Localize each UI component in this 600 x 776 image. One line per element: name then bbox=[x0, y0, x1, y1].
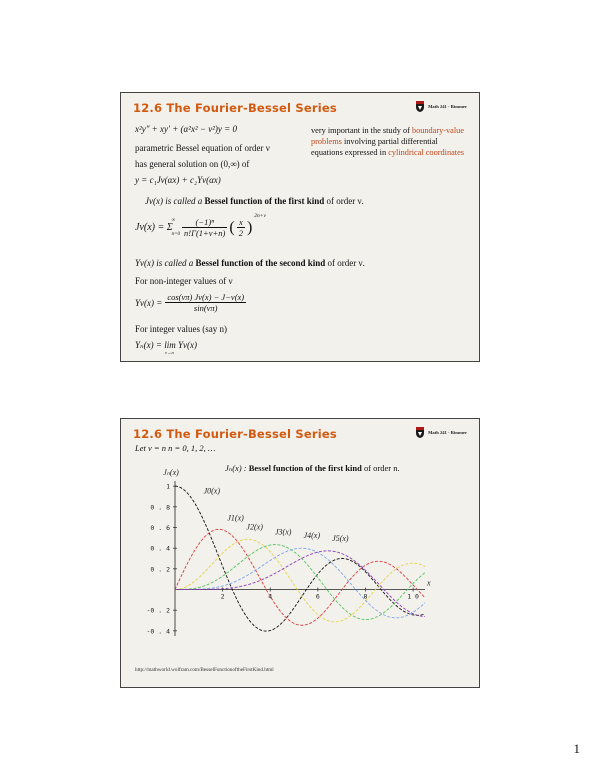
yn-limit bbox=[135, 340, 197, 355]
jv-post: of order ν. bbox=[324, 196, 364, 206]
yv-lhs: Yν(x) = bbox=[135, 297, 163, 308]
chart-curve-labels bbox=[204, 486, 349, 543]
y-tick-label: 0 . 4 bbox=[150, 544, 170, 553]
bessel-chart bbox=[135, 461, 435, 651]
chart-axes bbox=[147, 468, 431, 636]
jv-power: 2n+ν bbox=[254, 213, 266, 219]
series-line-J5(x) bbox=[175, 551, 425, 617]
sum-top: ∞ bbox=[171, 217, 176, 223]
x-tick-label: 8 bbox=[363, 592, 368, 601]
x-tick-label: 6 bbox=[315, 592, 320, 601]
sum-limits bbox=[172, 218, 180, 238]
series-line-J1(x) bbox=[175, 529, 425, 625]
y-tick-label: -0 . 4 bbox=[146, 627, 170, 636]
paren-open: ( bbox=[229, 218, 235, 236]
solution-equation: y = c₁Jν(αx) + c₂Yν(αx) bbox=[135, 175, 221, 185]
side-note bbox=[311, 125, 471, 158]
curve-label-J0(x): J0(x) bbox=[203, 486, 221, 496]
let-line: Let ν = n n = 0, 1, 2, … bbox=[135, 443, 216, 453]
jn-post: of order n. bbox=[361, 463, 400, 473]
slide-title: 12.6 The Fourier-Bessel Series bbox=[133, 427, 337, 441]
yv-pre: Yν(x) is called a bbox=[135, 258, 196, 268]
sum-bottom: n=0 bbox=[171, 231, 181, 237]
course-logo bbox=[415, 427, 467, 438]
two-den: 2 bbox=[238, 228, 243, 238]
jv-num: (−1)ⁿ bbox=[182, 217, 227, 228]
x-tick-label: 1 0 bbox=[407, 592, 419, 601]
general-solution-line: has general solution on (0,∞) of bbox=[135, 159, 250, 169]
curve-label-J1(x): J1(x) bbox=[227, 513, 244, 523]
x-tick-label: 2 bbox=[220, 592, 225, 601]
bessel-equation: x²y″ + xy′ + (α²x² − ν²)y = 0 bbox=[135, 124, 237, 134]
paren-close: ) bbox=[246, 218, 253, 236]
y-axis-label: Jₙ(x) bbox=[163, 468, 179, 477]
curve-label-J2(x): J2(x) bbox=[246, 522, 263, 532]
series-line-J3(x) bbox=[175, 545, 425, 620]
boundary-value-link: boundary-value problems bbox=[311, 126, 465, 146]
jv-bold: Bessel function of the first kind bbox=[204, 196, 325, 206]
source-url[interactable]: http://mathworld.wolfram.com/BesselFunctionoftheFirstKind.html bbox=[135, 667, 274, 673]
slide-1 bbox=[120, 92, 480, 362]
yv-num: cos(νπ) Jν(x) − J−ν(x) bbox=[167, 292, 245, 302]
x-over-2 bbox=[237, 217, 245, 238]
logo-text: Math 241 - Rimmer bbox=[428, 430, 467, 435]
x-num: x bbox=[237, 217, 245, 228]
side-text-1: very important in the study of bbox=[311, 126, 412, 135]
cylindrical-link: cylindrical coordinates bbox=[388, 148, 464, 157]
non-integer-line: For non-integer values of ν bbox=[135, 276, 233, 286]
chart-curves bbox=[175, 486, 425, 631]
yv-definition-line bbox=[135, 258, 365, 268]
page-number: 1 bbox=[573, 741, 580, 756]
yv-bold: Bessel function of the second kind bbox=[195, 258, 326, 268]
yn-limit-text: Yₙ(x) = lim Yν(x) bbox=[135, 340, 197, 350]
integer-line: For integer values (say n) bbox=[135, 324, 227, 334]
slide-title: 12.6 The Fourier-Bessel Series bbox=[133, 101, 337, 115]
y-tick-label: -0 . 2 bbox=[146, 606, 170, 615]
jn-pre: Jₙ(x) : bbox=[225, 463, 249, 473]
yv-post: of order ν. bbox=[325, 258, 365, 268]
jv-den: n!Γ(1+ν+n) bbox=[184, 228, 226, 238]
curve-label-J5(x): J5(x) bbox=[332, 533, 349, 543]
x-tick-label: 4 bbox=[268, 592, 273, 601]
parametric-line: parametric Bessel equation of order ν bbox=[135, 143, 270, 153]
series-line-J4(x) bbox=[175, 548, 425, 618]
jv-fraction bbox=[182, 217, 227, 238]
y-tick-label: 0 . 2 bbox=[150, 565, 170, 574]
y-tick-label: 0 . 8 bbox=[150, 503, 170, 512]
y-tick-label: 0 . 6 bbox=[150, 524, 170, 532]
jv-series-formula bbox=[135, 213, 266, 238]
yn-limit-sub: ν→n bbox=[165, 350, 174, 355]
course-logo bbox=[415, 101, 467, 112]
shield-icon bbox=[415, 427, 425, 438]
jv-pre: Jν(x) is called a bbox=[145, 196, 205, 206]
curve-label-J4(x): J4(x) bbox=[303, 530, 321, 540]
y-tick-label: 1 bbox=[166, 482, 170, 491]
logo-text: Math 241 - Rimmer bbox=[428, 104, 467, 109]
shield-icon bbox=[415, 101, 425, 112]
x-axis-label: x bbox=[427, 578, 431, 588]
curve-label-J3(x): J3(x) bbox=[275, 527, 292, 537]
yv-fraction bbox=[165, 292, 246, 313]
jn-bold: Bessel function of the first kind bbox=[248, 463, 362, 473]
jv-lhs: Jν(x) = Σ bbox=[135, 222, 173, 233]
yv-den: sin(νπ) bbox=[193, 303, 218, 313]
jv-definition-line bbox=[145, 196, 364, 206]
slide-2 bbox=[120, 418, 480, 688]
yv-formula bbox=[135, 292, 246, 313]
side-text-2: involving partial differential equations expressed in bbox=[311, 137, 438, 157]
